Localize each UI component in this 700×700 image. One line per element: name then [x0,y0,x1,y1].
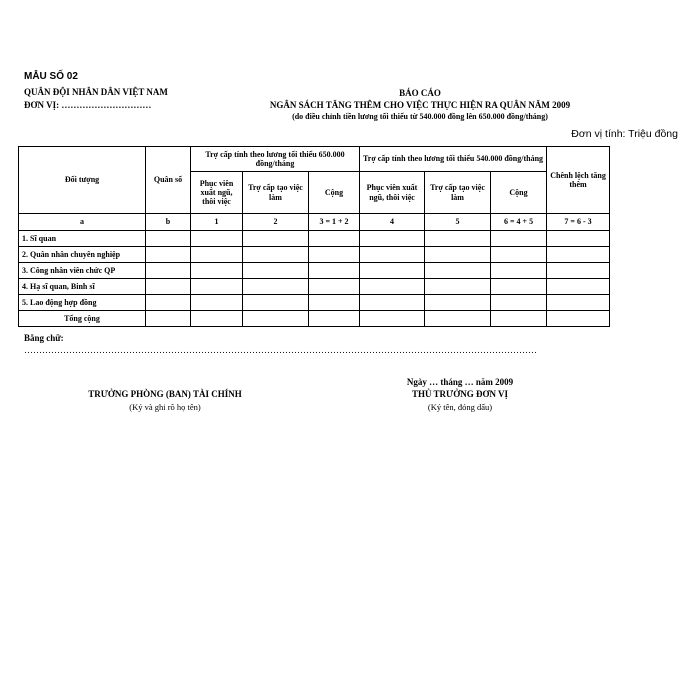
table-row [19,279,610,295]
table-row [19,263,610,279]
form-code: MẪU SỐ 02 [24,71,78,82]
header-difference: Chênh lệch tăng thêm [547,147,610,214]
report-subtitle: NGÂN SÁCH TĂNG THÊM CHO VIỆC THỰC HIỆN RA QUÂN NĂM 2009 [269,100,571,110]
index-cell: 3 = 1 + 2 [309,214,360,231]
index-cell: 5 [425,214,491,231]
header-540-job-allowance: Trợ cấp tạo việc làm [425,172,491,214]
index-cell: b [146,214,191,231]
row-label: 5. Lao động hợp đồng [19,295,146,311]
unit-line: ĐƠN VỊ: ………………………… [24,100,152,110]
organization-name: QUÂN ĐỘI NHÂN DÂN VIỆT NAM [24,87,168,97]
row-label: 1. Sĩ quan [19,231,146,247]
header-subject: Đối tượng [19,147,146,214]
row-label: 2. Quân nhân chuyên nghiệp [19,247,146,263]
header-group-650: Trợ cấp tính theo lương tối thiểu 650.000 đồng/tháng [191,147,360,172]
header-650-sum: Cộng [309,172,360,214]
header-650-job-allowance: Trợ cấp tạo việc làm [243,172,309,214]
report-note: (do điều chỉnh tiền lương tối thiểu từ 540.000 đồng lên 650.000 đồng/tháng) [292,112,548,121]
currency-unit-note: Đơn vị tính: Triệu đồng [571,128,678,140]
header-650-discharge: Phục viên xuất ngũ, thôi việc [191,172,243,214]
total-row [19,311,610,327]
index-row [19,214,610,231]
budget-table [18,146,610,327]
index-cell: a [19,214,146,231]
unit-commander-note: (Ký tên, đóng dấu) [427,402,493,412]
table-row [19,247,610,263]
header-group-540: Trợ cấp tính theo lương tối thiểu 540.000 đồng/tháng [360,147,547,172]
index-cell: 7 = 6 - 3 [547,214,610,231]
amount-in-words-label: Bằng chữ: [24,333,64,343]
total-label: Tổng cộng [19,311,146,327]
header-headcount: Quân số [146,147,191,214]
row-label: 3. Công nhân viên chức QP [19,263,146,279]
report-title: BÁO CÁO [399,88,441,98]
header-540-sum: Cộng [491,172,547,214]
amount-in-words-line: ……………………………………………………………………………………………………………………………………………………… [24,345,537,355]
index-cell: 4 [360,214,425,231]
row-label: 4. Hạ sĩ quan, Binh sĩ [19,279,146,295]
unit-commander-title: THỦ TRƯỞNG ĐƠN VỊ [411,389,509,399]
signature-date: Ngày … tháng … năm 2009 [406,377,514,387]
header-540-discharge: Phục viên xuất ngũ, thôi việc [360,172,425,214]
index-cell: 1 [191,214,243,231]
table-row [19,231,610,247]
table-row [19,295,610,311]
index-cell: 6 = 4 + 5 [491,214,547,231]
index-cell: 2 [243,214,309,231]
finance-head-note: (Ký và ghi rõ họ tên) [129,402,201,412]
finance-head-title: TRƯỞNG PHÒNG (BAN) TÀI CHÍNH [88,389,242,399]
